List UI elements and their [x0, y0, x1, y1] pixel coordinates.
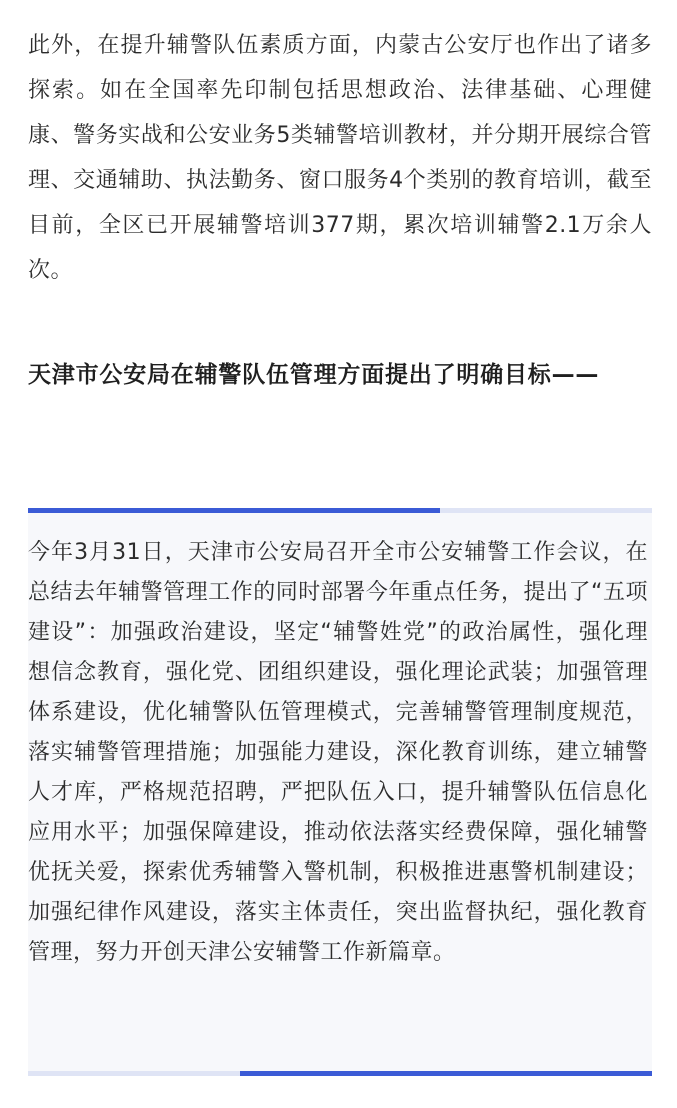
quote-paragraph: 今年3月31日，天津市公安局召开全市公安辅警工作会议，在总结去年辅警管理工作的同时部署今年重点任务，提出了“五项建设”：加强政治建设，坚定“辅警姓党”的政治属性，强化理想信念教育，强化党、团组织建设，强化理论武装；加强管理体系建设，优化辅警队伍管理模式，完善辅警管理制度规范，落实辅警管理措施；加强能力建设，深化教育训练，建立辅警人才库，严格规范招聘，严把队伍入口，提升辅警队伍信息化应用水平；加强保障建设，推动依法落实经费保障，强化辅警优抚关爱，探索优秀辅警入警机制，积极推进惠警机制建设；加强纪律作风建设，落实主体责任，突出监督执纪，强化教育管理，努力开创天津公安辅警工作新篇章。	[28, 540, 648, 965]
quote-box	[28, 508, 652, 1076]
bottom-accent-bar	[28, 1071, 652, 1076]
intro-paragraph: 此外，在提升辅警队伍素质方面，内蒙古公安厅也作出了诸多探索。如在全国率先印制包括思想政治、法律基础、心理健康、警务实战和公安业务5类辅警培训教材，并分期开展综合管理、交通辅助、执法勤务、窗口服务4个类别的教育培训，截至目前，全区已开展辅警培训377期，累次培训辅警2.1万余人次。	[28, 33, 652, 283]
top-accent-bar-fill	[28, 508, 440, 513]
top-accent-bar	[28, 508, 652, 513]
bottom-accent-bar-fill	[240, 1071, 652, 1076]
section-heading: 天津市公安局在辅警队伍管理方面提出了明确目标——	[28, 362, 600, 388]
